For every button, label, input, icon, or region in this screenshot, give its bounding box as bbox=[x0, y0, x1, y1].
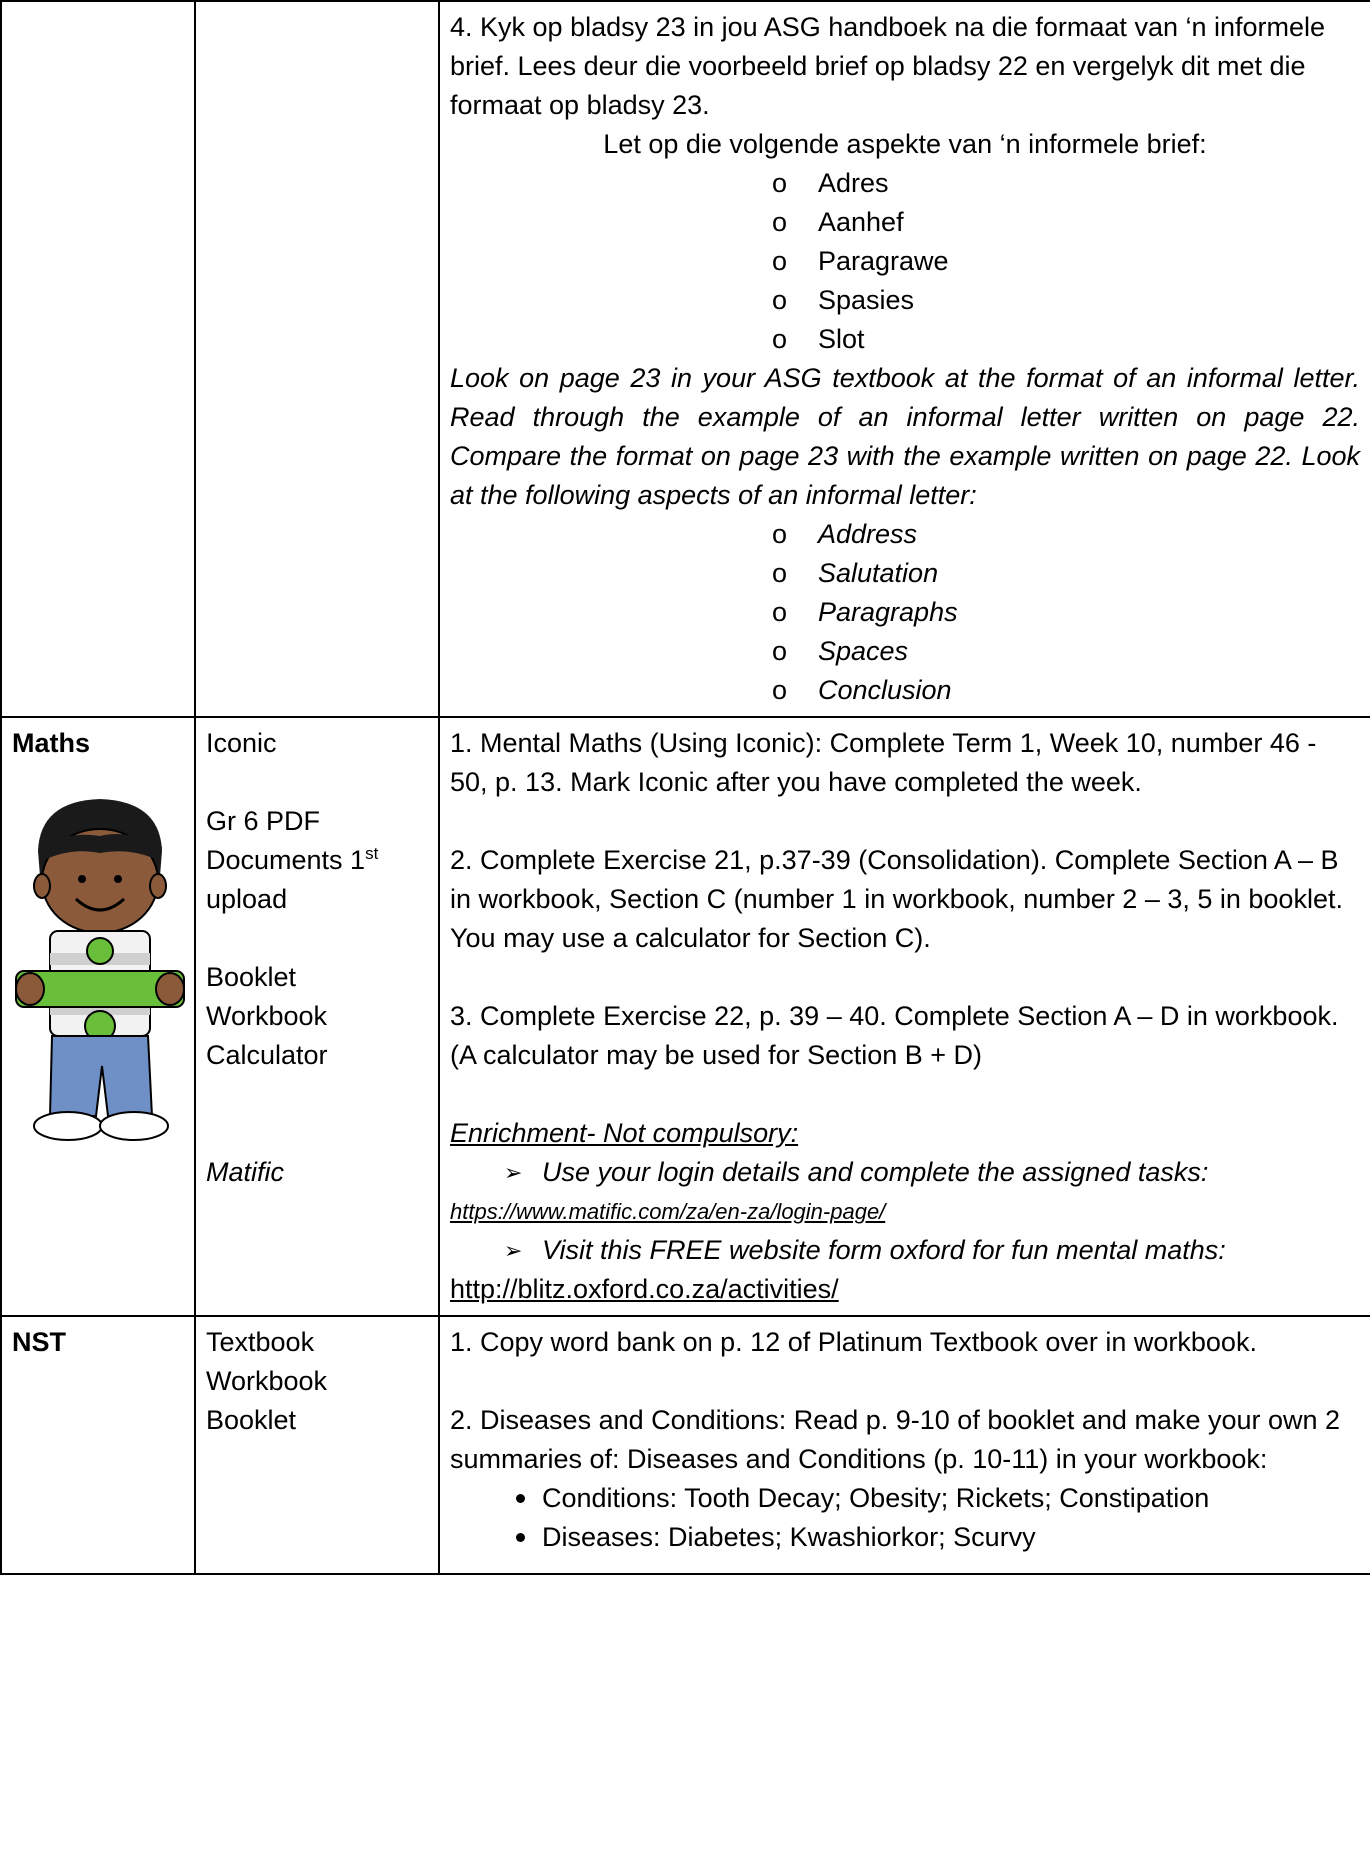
english-instruction: Look on page 23 in your ASG textbook at the format of an informal letter. Read through the example of an informal letter written on page 22. Compare the format on page 23 with the example written on page 22. Look at the following aspects of an informal letter: bbox=[450, 363, 1360, 510]
list-item: ➢ Visit this FREE website form oxford for fun mental maths: bbox=[450, 1231, 1360, 1270]
afrikaans-lead: Let op die volgende aspekte van ‘n informele brief: bbox=[603, 129, 1207, 159]
activities-cell-nst bbox=[439, 1316, 1370, 1574]
resources-cell-maths bbox=[195, 717, 439, 1316]
list-item: ➢ Use your login details and complete the assigned tasks: bbox=[450, 1153, 1360, 1192]
list-item: o Address bbox=[758, 515, 1360, 554]
oxford-link[interactable]: http://blitz.oxford.co.za/activities/ bbox=[450, 1274, 839, 1304]
resource-item-matific: Matific bbox=[206, 1157, 285, 1187]
english-aspect-list bbox=[450, 515, 1360, 710]
resource-item: Calculator bbox=[206, 1040, 328, 1070]
list-item: o Salutation bbox=[758, 554, 1360, 593]
subject-label: Maths bbox=[12, 728, 91, 758]
list-item: o Aanhef bbox=[758, 203, 1360, 242]
subject-cell-empty bbox=[1, 1, 195, 717]
list-item: o Paragrawe bbox=[758, 242, 1360, 281]
resource-item: Booklet bbox=[206, 962, 297, 992]
resources-cell-empty bbox=[195, 1, 439, 717]
enrichment-list bbox=[450, 1153, 1360, 1309]
nst-bullet-list bbox=[450, 1479, 1360, 1557]
list-item: o Slot bbox=[758, 320, 1360, 359]
resource-item: Booklet bbox=[206, 1405, 297, 1435]
resource-item: Workbook bbox=[206, 1001, 328, 1031]
table-row-nst bbox=[1, 1316, 1370, 1574]
list-item: o Paragraphs bbox=[758, 593, 1360, 632]
list-item: o Spaces bbox=[758, 632, 1360, 671]
activities-cell-maths bbox=[439, 717, 1370, 1316]
nst-task-1: 1. Copy word bank on p. 12 of Platinum Textbook over in workbook. bbox=[450, 1327, 1257, 1357]
table-row-maths bbox=[1, 717, 1370, 1316]
resources-cell-nst bbox=[195, 1316, 439, 1574]
subject-cell-maths bbox=[1, 717, 195, 1316]
kid-illustration-icon bbox=[10, 781, 190, 1151]
list-item: o Conclusion bbox=[758, 671, 1360, 710]
resource-item-pdf: Gr 6 PDF Documents 1st upload bbox=[206, 806, 379, 914]
subject-cell-nst bbox=[1, 1316, 195, 1574]
activities-cell-afrikaans bbox=[439, 1, 1370, 717]
afrikaans-aspect-list bbox=[450, 164, 1360, 359]
list-item: Diseases: Diabetes; Kwashiorkor; Scurvy bbox=[512, 1518, 1360, 1557]
maths-task-1: 1. Mental Maths (Using Iconic): Complete Term 1, Week 10, number 46 - 50, p. 13. Mark Iconic after you have completed the week. bbox=[450, 728, 1317, 797]
matific-link[interactable]: https://www.matific.com/za/en-za/login-page/ bbox=[450, 1199, 886, 1224]
resource-item: Textbook bbox=[206, 1327, 315, 1357]
table-row-afrikaans bbox=[1, 1, 1370, 717]
nst-task-2: 2. Diseases and Conditions: Read p. 9-10 of booklet and make your own 2 summaries of: Diseases and Conditions (p. 10-11) in your workbook: bbox=[450, 1405, 1341, 1474]
afrikaans-instruction: 4. Kyk op bladsy 23 in jou ASG handboek na die formaat van ‘n informele brief. Lees deur die voorbeeld brief op bladsy 22 en vergelyk dit met die formaat op bladsy 23. bbox=[450, 12, 1326, 120]
resource-item: Workbook bbox=[206, 1366, 328, 1396]
subject-label: NST bbox=[12, 1327, 66, 1357]
resource-item: Iconic bbox=[206, 728, 277, 758]
maths-task-2: 2. Complete Exercise 21, p.37-39 (Consolidation). Complete Section A – B in workbook, Section C (number 1 in workbook, number 2 – 3, 5 in booklet. You may use a calculator for Section C). bbox=[450, 845, 1343, 953]
list-item: Conditions: Tooth Decay; Obesity; Rickets; Constipation bbox=[512, 1479, 1360, 1518]
list-item: o Spasies bbox=[758, 281, 1360, 320]
enrichment-heading: Enrichment- Not compulsory: bbox=[450, 1118, 799, 1148]
maths-task-3: 3. Complete Exercise 22, p. 39 – 40. Complete Section A – D in workbook. (A calculator may be used for Section B + D) bbox=[450, 1001, 1339, 1070]
list-item: o Adres bbox=[758, 164, 1360, 203]
